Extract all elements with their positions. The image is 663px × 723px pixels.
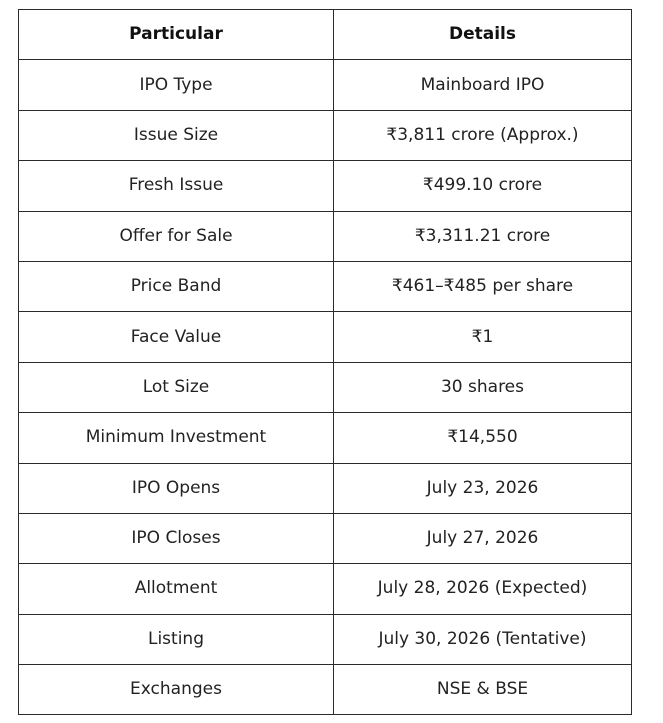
table-row xyxy=(19,463,632,513)
details-cell: July 27, 2026 xyxy=(334,513,632,563)
particular-cell: IPO Closes xyxy=(19,513,334,563)
table-row xyxy=(19,665,632,715)
ipo-details-table xyxy=(18,9,632,715)
table-row xyxy=(19,261,632,311)
particular-cell: Exchanges xyxy=(19,665,334,715)
particular-cell: IPO Type xyxy=(19,60,334,110)
particular-cell: Listing xyxy=(19,614,334,664)
table-row xyxy=(19,60,632,110)
particular-cell: Minimum Investment xyxy=(19,413,334,463)
details-cell: ₹499.10 crore xyxy=(334,161,632,211)
particular-cell: IPO Opens xyxy=(19,463,334,513)
table-row xyxy=(19,312,632,362)
details-cell: ₹3,811 crore (Approx.) xyxy=(334,110,632,160)
details-cell: ₹1 xyxy=(334,312,632,362)
details-cell: ₹14,550 xyxy=(334,413,632,463)
table-row xyxy=(19,564,632,614)
details-cell: Mainboard IPO xyxy=(334,60,632,110)
column-header-particular: Particular xyxy=(19,10,334,60)
particular-cell: Fresh Issue xyxy=(19,161,334,211)
table-row xyxy=(19,413,632,463)
particular-cell: Allotment xyxy=(19,564,334,614)
particular-cell: Offer for Sale xyxy=(19,211,334,261)
particular-cell: Lot Size xyxy=(19,362,334,412)
details-cell: July 23, 2026 xyxy=(334,463,632,513)
details-cell: NSE & BSE xyxy=(334,665,632,715)
details-cell: July 30, 2026 (Tentative) xyxy=(334,614,632,664)
table-row xyxy=(19,161,632,211)
particular-cell: Issue Size xyxy=(19,110,334,160)
table-row xyxy=(19,614,632,664)
details-cell: ₹3,311.21 crore xyxy=(334,211,632,261)
column-header-details: Details xyxy=(334,10,632,60)
table-row xyxy=(19,513,632,563)
details-cell: July 28, 2026 (Expected) xyxy=(334,564,632,614)
table-row xyxy=(19,110,632,160)
particular-cell: Face Value xyxy=(19,312,334,362)
table-header-row xyxy=(19,10,632,60)
table-row xyxy=(19,362,632,412)
details-cell: 30 shares xyxy=(334,362,632,412)
details-cell: ₹461–₹485 per share xyxy=(334,261,632,311)
table-row xyxy=(19,211,632,261)
particular-cell: Price Band xyxy=(19,261,334,311)
